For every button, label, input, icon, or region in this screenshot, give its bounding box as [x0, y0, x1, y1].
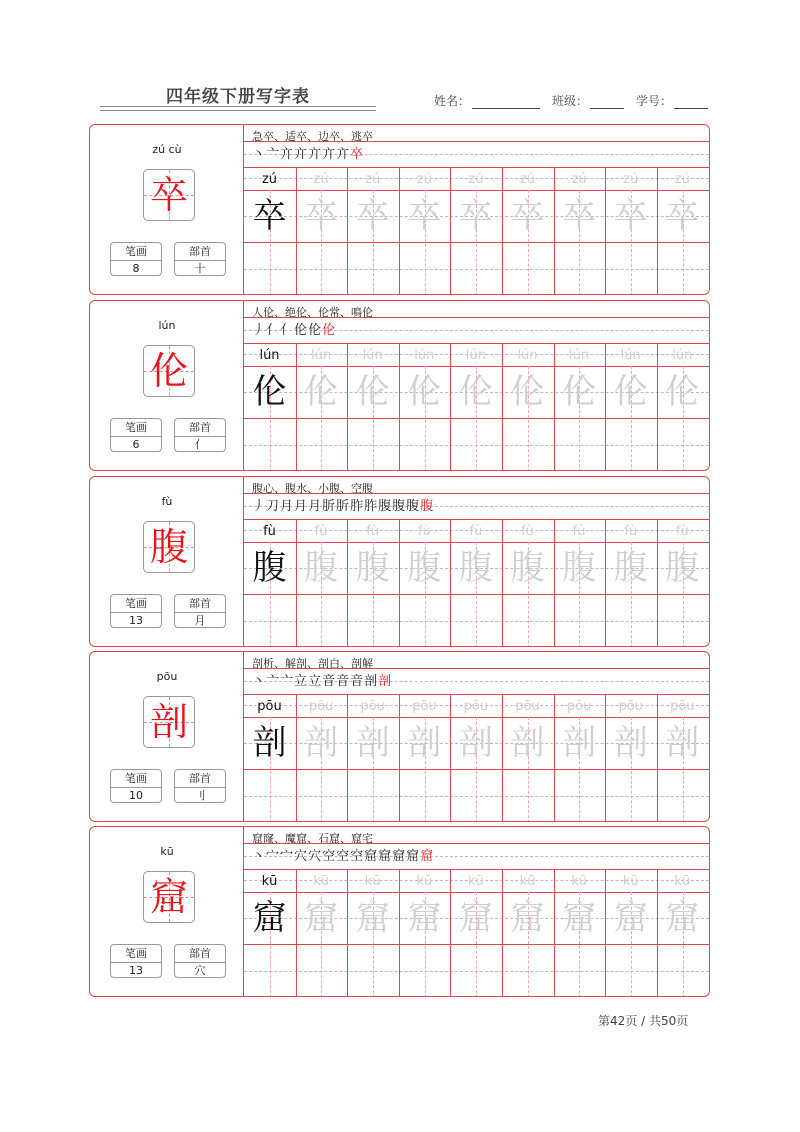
trace-pinyin: fù — [521, 524, 534, 539]
trace-character[interactable]: 伦 — [562, 372, 597, 412]
stroke-step: 音 — [350, 674, 365, 689]
trace-pinyin: zú — [674, 172, 690, 187]
radical-value: 穴 — [194, 964, 206, 977]
trace-character[interactable]: 伦 — [355, 372, 390, 412]
page-number: 第42页 / 共50页 — [598, 1014, 689, 1028]
stroke-step: 卒 — [350, 147, 365, 162]
stroke-step: 剖 — [364, 674, 379, 689]
stroke-step: 亣 — [308, 147, 323, 162]
stroke-order — [252, 495, 434, 514]
stroke-count-label: 笔画 — [111, 945, 161, 963]
character-info-panel — [90, 477, 244, 646]
trace-pinyin: kū — [622, 874, 639, 889]
student-info — [434, 92, 708, 109]
trace-pinyin: kū — [364, 874, 381, 889]
stroke-step: 腹 — [420, 499, 435, 514]
stroke-step: 腹 — [392, 499, 407, 514]
example-words: 腹心、腹水、小腹、空腹 — [252, 482, 373, 495]
stroke-count-value: 8 — [132, 262, 140, 275]
model-pinyin: kū — [261, 874, 278, 889]
stroke-step: 丶 — [252, 147, 267, 162]
stroke-step: 立 — [308, 674, 323, 689]
character-pinyin: fù — [161, 495, 173, 508]
class-field[interactable] — [590, 96, 624, 109]
trace-pinyin: fù — [624, 524, 638, 539]
worksheet-header — [0, 0, 800, 120]
trace-character[interactable]: 卒 — [407, 196, 442, 236]
stroke-step: 空 — [322, 849, 337, 864]
trace-pinyin: fù — [314, 524, 328, 539]
name-label: 姓名： — [434, 94, 471, 108]
stroke-step: 亻 — [280, 323, 295, 338]
trace-pinyin: pōu — [618, 699, 643, 714]
character-card — [89, 124, 710, 295]
stroke-step: 亣 — [280, 147, 295, 162]
trace-character[interactable]: 剖 — [304, 723, 339, 763]
trace-character[interactable]: 窟 — [613, 898, 648, 938]
trace-pinyin: lún — [414, 348, 435, 363]
example-words: 剖析、解剖、剖白、剖解 — [252, 657, 373, 670]
stroke-step: 亣 — [294, 147, 309, 162]
trace-pinyin: fù — [675, 524, 689, 539]
trace-pinyin: kū — [674, 874, 691, 889]
stroke-step: 伦 — [308, 323, 323, 338]
trace-character[interactable]: 窟 — [510, 898, 545, 938]
trace-character[interactable]: 伦 — [407, 372, 442, 412]
stroke-step: 窟 — [378, 849, 393, 864]
trace-character[interactable]: 伦 — [510, 372, 545, 412]
character-card — [89, 651, 710, 822]
stroke-step: 窟 — [364, 849, 379, 864]
stroke-step: 音 — [322, 674, 337, 689]
trace-pinyin: zú — [468, 172, 484, 187]
trace-character[interactable]: 腹 — [562, 548, 597, 588]
target-character: 窟 — [149, 875, 188, 919]
target-character: 伦 — [149, 349, 188, 393]
trace-pinyin: lún — [672, 348, 693, 363]
trace-pinyin: lún — [569, 348, 590, 363]
radical-label: 部首 — [175, 945, 225, 963]
stroke-step: 胙 — [364, 499, 379, 514]
character-card — [89, 300, 710, 471]
trace-character[interactable]: 卒 — [562, 196, 597, 236]
character-info-panel — [90, 652, 244, 821]
trace-character[interactable]: 窟 — [562, 898, 597, 938]
stroke-step: 刀 — [266, 499, 281, 514]
stroke-order — [252, 319, 336, 338]
stroke-step: 音 — [336, 674, 351, 689]
stroke-count-label: 笔画 — [111, 243, 161, 261]
character-box — [143, 169, 195, 221]
trace-pinyin: fù — [469, 524, 483, 539]
stroke-step: 穴 — [294, 849, 309, 864]
class-label: 班级： — [552, 94, 589, 108]
model-character: 伦 — [252, 372, 287, 412]
character-card — [89, 826, 710, 997]
stroke-count-box — [110, 944, 162, 978]
stroke-count-label: 笔画 — [111, 770, 161, 788]
trace-pinyin: lún — [362, 348, 383, 363]
model-pinyin: fù — [263, 524, 276, 539]
stroke-step: 胙 — [350, 499, 365, 514]
trace-pinyin: pōu — [515, 699, 540, 714]
stroke-step: 丶 — [252, 674, 267, 689]
model-character: 腹 — [252, 548, 287, 588]
trace-pinyin: zú — [519, 172, 536, 187]
example-words: 窟窿、魔窟、石窟、窟宅 — [252, 832, 373, 845]
trace-pinyin: zú — [416, 172, 432, 187]
trace-character[interactable]: 腹 — [510, 548, 545, 588]
name-field[interactable] — [472, 96, 540, 109]
trace-pinyin: kū — [416, 874, 433, 889]
character-info-panel — [90, 125, 244, 294]
id-label: 学号： — [636, 94, 673, 108]
stroke-step: 伦 — [322, 323, 337, 338]
radical-value: 月 — [194, 614, 206, 627]
stroke-step: 肵 — [322, 499, 337, 514]
trace-pinyin: lún — [620, 348, 641, 363]
trace-pinyin: kū — [313, 874, 329, 889]
trace-pinyin: fù — [366, 524, 380, 539]
stroke-step: 空 — [336, 849, 351, 864]
stroke-step: 伦 — [294, 323, 309, 338]
stroke-step: 腹 — [406, 499, 421, 514]
title-underline — [100, 106, 376, 107]
character-pinyin: lún — [158, 319, 176, 332]
trace-pinyin: fù — [572, 524, 586, 539]
trace-character[interactable]: 腹 — [407, 548, 442, 588]
character-pinyin: pōu — [156, 670, 178, 683]
stroke-order — [252, 845, 434, 864]
trace-character[interactable]: 剖 — [665, 723, 700, 763]
practice-grid — [244, 301, 709, 470]
stroke-order — [252, 143, 364, 162]
trace-character[interactable]: 卒 — [355, 196, 390, 236]
stroke-step: 亻 — [266, 323, 281, 338]
stroke-count-label: 笔画 — [111, 595, 161, 613]
model-pinyin: lún — [259, 348, 280, 363]
trace-character[interactable]: 窟 — [355, 898, 390, 938]
stroke-step: 月 — [294, 499, 309, 514]
trace-character[interactable]: 腹 — [355, 548, 390, 588]
trace-character[interactable]: 剖 — [458, 723, 493, 763]
stroke-step: 剖 — [378, 674, 393, 689]
trace-pinyin: pōu — [412, 699, 437, 714]
radical-label: 部首 — [175, 419, 225, 437]
practice-grid — [244, 477, 709, 646]
trace-pinyin: pōu — [308, 699, 334, 714]
trace-character[interactable]: 卒 — [458, 196, 493, 236]
trace-pinyin: pōu — [463, 699, 489, 714]
page-title: 四年级下册写字表 — [166, 87, 310, 107]
stroke-count-box — [110, 594, 162, 628]
radical-box — [174, 418, 226, 452]
radical-label: 部首 — [175, 595, 225, 613]
model-character: 剖 — [252, 723, 287, 763]
target-character: 剖 — [149, 700, 188, 744]
stroke-step: 月 — [280, 499, 295, 514]
trace-pinyin: kū — [571, 874, 587, 889]
target-character: 腹 — [149, 525, 188, 569]
trace-character[interactable]: 窟 — [304, 898, 339, 938]
stroke-step: 月 — [308, 499, 323, 514]
stroke-step: 窟 — [420, 849, 435, 864]
trace-character[interactable]: 腹 — [304, 548, 339, 588]
character-pinyin: kū — [160, 845, 174, 858]
radical-value: 十 — [194, 262, 206, 275]
stroke-count-label: 笔画 — [111, 419, 161, 437]
practice-grid — [244, 125, 709, 294]
id-field[interactable] — [674, 96, 708, 109]
trace-pinyin: pōu — [670, 699, 695, 714]
trace-character[interactable]: 腹 — [665, 548, 700, 588]
trace-character[interactable]: 剖 — [510, 723, 545, 763]
trace-character[interactable]: 卒 — [510, 196, 545, 236]
trace-pinyin: zú — [365, 172, 381, 187]
practice-grid — [244, 652, 709, 821]
stroke-step: 亠 — [266, 147, 281, 162]
trace-character[interactable]: 剖 — [407, 723, 442, 763]
trace-pinyin: zú — [313, 172, 329, 187]
trace-pinyin: lún — [465, 348, 486, 363]
character-box — [143, 871, 195, 923]
practice-grid — [244, 827, 709, 996]
trace-pinyin: kū — [468, 874, 484, 889]
trace-character[interactable]: 伦 — [665, 372, 700, 412]
trace-character[interactable]: 伦 — [458, 372, 493, 412]
radical-label: 部首 — [175, 243, 225, 261]
stroke-order — [252, 670, 392, 689]
radical-box — [174, 594, 226, 628]
trace-pinyin: kū — [519, 874, 536, 889]
trace-character[interactable]: 窟 — [407, 898, 442, 938]
stroke-step: 丿 — [252, 499, 267, 514]
stroke-step: 亠 — [280, 674, 295, 689]
trace-character[interactable]: 伦 — [304, 372, 339, 412]
stroke-step: 亣 — [322, 147, 337, 162]
radical-value: 亻 — [194, 438, 206, 451]
trace-pinyin: fù — [417, 524, 431, 539]
model-pinyin: pōu — [257, 699, 282, 714]
stroke-step: 亣 — [336, 147, 351, 162]
trace-character[interactable]: 腹 — [613, 548, 648, 588]
stroke-step: 亠 — [266, 674, 281, 689]
stroke-step: 立 — [294, 674, 309, 689]
stroke-step: 窟 — [392, 849, 407, 864]
trace-pinyin: lún — [311, 348, 332, 363]
character-box — [143, 696, 195, 748]
character-card — [89, 476, 710, 647]
trace-pinyin: zú — [571, 172, 587, 187]
stroke-count-box — [110, 418, 162, 452]
trace-character[interactable]: 窟 — [458, 898, 493, 938]
character-info-panel — [90, 827, 244, 996]
trace-character[interactable]: 剖 — [355, 723, 390, 763]
character-info-panel — [90, 301, 244, 470]
stroke-step: 窟 — [406, 849, 421, 864]
stroke-step: 空 — [350, 849, 365, 864]
stroke-step: 丶 — [252, 849, 267, 864]
radical-value: 刂 — [194, 789, 206, 802]
stroke-count-value: 13 — [129, 614, 143, 627]
stroke-count-value: 6 — [132, 438, 140, 451]
stroke-count-box — [110, 769, 162, 803]
character-box — [143, 521, 195, 573]
model-character: 卒 — [252, 196, 287, 236]
trace-character[interactable]: 剖 — [562, 723, 597, 763]
stroke-step: 宀 — [280, 849, 295, 864]
character-pinyin: zú cù — [152, 143, 182, 156]
stroke-count-value: 13 — [129, 964, 143, 977]
radical-box — [174, 769, 226, 803]
stroke-step: 宀 — [266, 849, 281, 864]
radical-box — [174, 242, 226, 276]
trace-pinyin: pōu — [566, 699, 592, 714]
trace-character[interactable]: 卒 — [304, 196, 339, 236]
stroke-count-value: 10 — [129, 789, 143, 802]
trace-character[interactable]: 剖 — [613, 723, 648, 763]
trace-character[interactable]: 腹 — [458, 548, 493, 588]
example-words: 人伦、绝伦、伦常、鳴伦 — [252, 306, 373, 319]
stroke-step: 丿 — [252, 323, 267, 338]
stroke-step: 肵 — [336, 499, 351, 514]
radical-box — [174, 944, 226, 978]
example-words: 急卒、适卒、边卒、逃卒 — [252, 130, 373, 143]
stroke-step: 穴 — [308, 849, 323, 864]
trace-pinyin: lún — [517, 348, 538, 363]
trace-character[interactable]: 窟 — [665, 898, 700, 938]
model-pinyin: zú — [261, 172, 278, 187]
trace-character[interactable]: 伦 — [613, 372, 648, 412]
model-character: 窟 — [252, 898, 287, 938]
trace-character[interactable]: 卒 — [613, 196, 648, 236]
trace-pinyin: pōu — [360, 699, 385, 714]
trace-character[interactable]: 卒 — [665, 196, 700, 236]
stroke-step: 腹 — [378, 499, 393, 514]
target-character: 卒 — [149, 173, 188, 217]
trace-pinyin: zú — [623, 172, 639, 187]
character-box — [143, 345, 195, 397]
radical-label: 部首 — [175, 770, 225, 788]
stroke-count-box — [110, 242, 162, 276]
title-underline-2 — [100, 110, 376, 111]
